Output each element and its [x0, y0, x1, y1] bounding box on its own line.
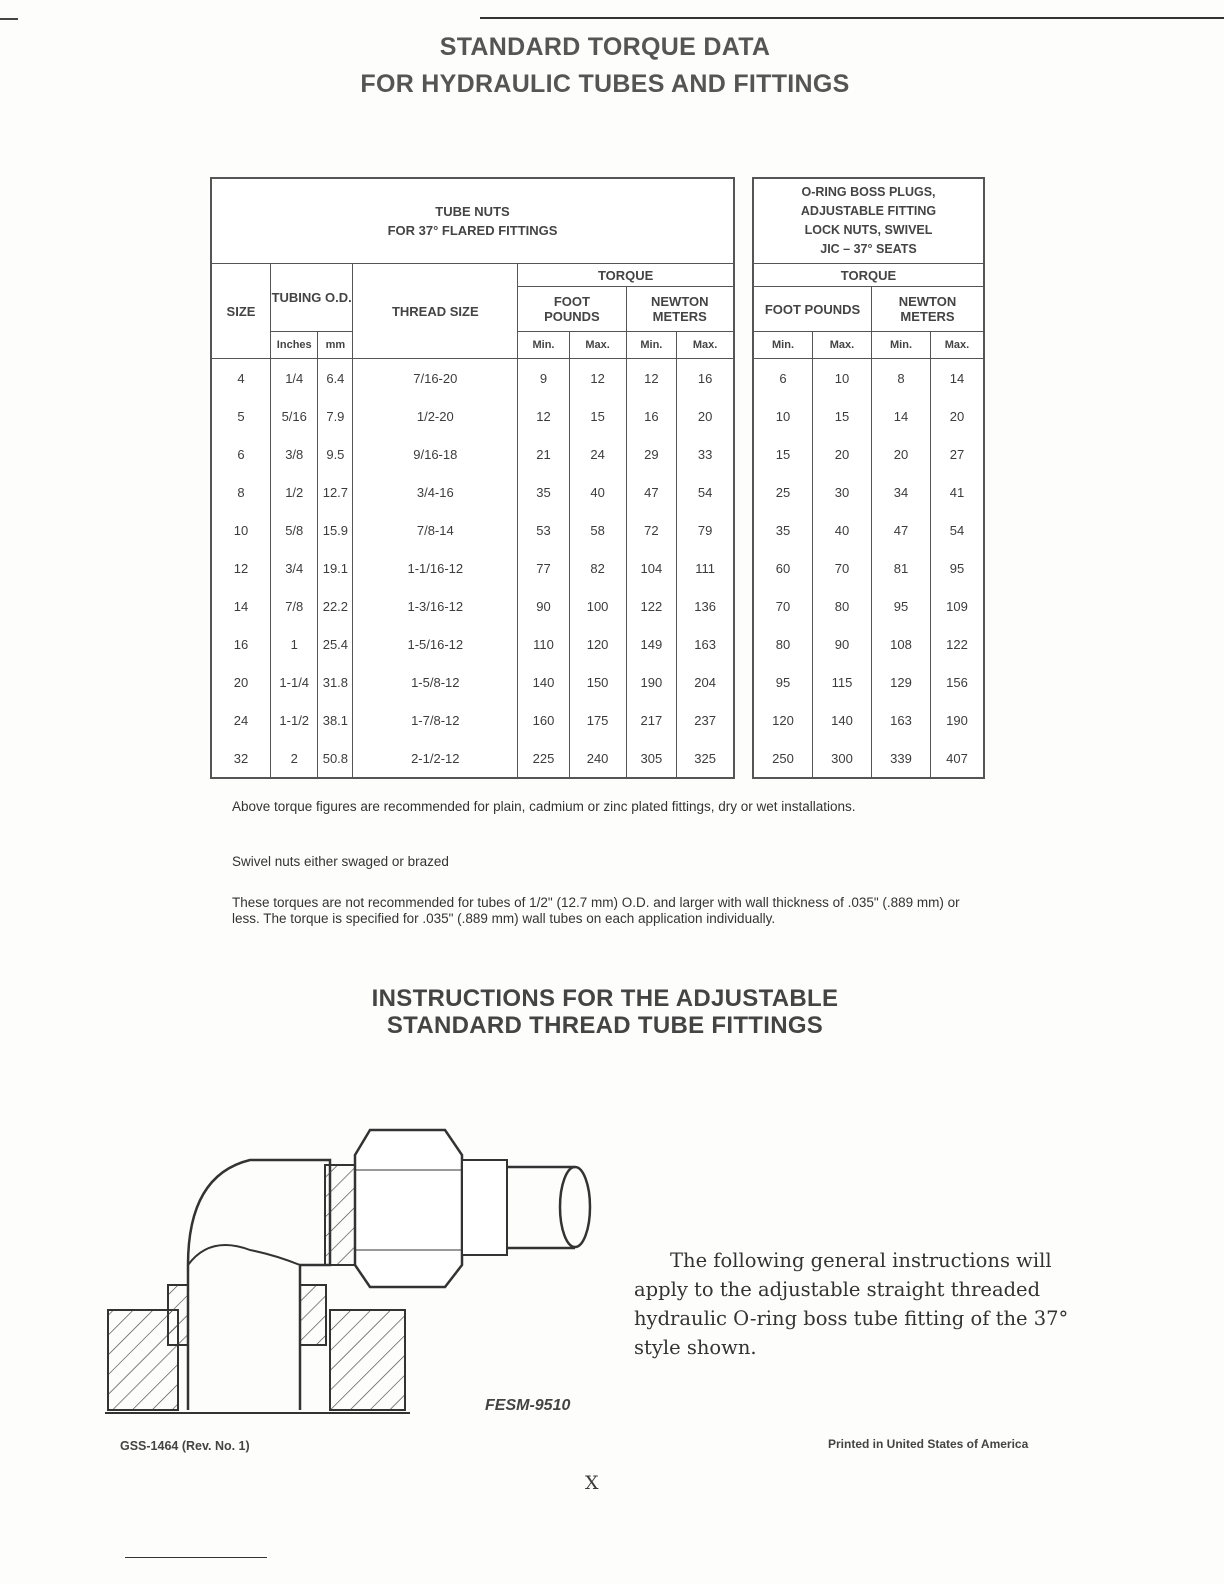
- table-cell: 82: [569, 549, 626, 587]
- table-cell: 15: [753, 435, 813, 473]
- table-cell: 95: [872, 587, 931, 625]
- table-cell: 110: [518, 625, 569, 663]
- table-cell: 1-1/16-12: [353, 549, 518, 587]
- oring-col-newton-meters: NEWTON METERS: [872, 287, 985, 332]
- table-cell: 100: [569, 587, 626, 625]
- table-row: [211, 359, 734, 398]
- table-cell: 20: [677, 397, 734, 435]
- table-cell: 1-5/8-12: [353, 663, 518, 701]
- table-cell: 1/2: [271, 473, 318, 511]
- table-cell: 9/16-18: [353, 435, 518, 473]
- table-cell: 3/4-16: [353, 473, 518, 511]
- printed-in: Printed in United States of America: [828, 1437, 1029, 1451]
- table-cell: 1/2-20: [353, 397, 518, 435]
- table-cell: 40: [569, 473, 626, 511]
- table-cell: 407: [931, 739, 985, 778]
- table-cell: 95: [931, 549, 985, 587]
- col-foot-max: Max.: [569, 332, 626, 359]
- table-row: [211, 511, 734, 549]
- top-rule: [480, 17, 1224, 19]
- table-cell: 163: [872, 701, 931, 739]
- col-foot-min: Min.: [518, 332, 569, 359]
- table-cell: 129: [872, 663, 931, 701]
- table-cell: 80: [753, 625, 813, 663]
- table-cell: 339: [872, 739, 931, 778]
- table-cell: 19.1: [318, 549, 353, 587]
- oring-heading: [753, 178, 984, 264]
- col-foot-pounds: FOOT POUNDS: [518, 287, 626, 332]
- table-cell: 80: [813, 587, 872, 625]
- table-cell: 8: [872, 359, 931, 398]
- table-cell: 47: [626, 473, 677, 511]
- oring-col-foot-pounds: FOOT POUNDS: [753, 287, 872, 332]
- table-cell: 41: [931, 473, 985, 511]
- col-thread-size: THREAD SIZE: [353, 264, 518, 359]
- oring-heading-line: ADJUSTABLE FITTING: [800, 204, 937, 218]
- page-title-line1: STANDARD TORQUE DATA: [439, 33, 771, 61]
- table-row: [753, 663, 984, 701]
- table-cell: 237: [677, 701, 734, 739]
- table-cell: 24: [211, 701, 271, 739]
- table-cell: 1: [271, 625, 318, 663]
- table-cell: 150: [569, 663, 626, 701]
- table-cell: 1-3/16-12: [353, 587, 518, 625]
- form-number: GSS-1464 (Rev. No. 1): [120, 1439, 250, 1453]
- table-cell: 15.9: [318, 511, 353, 549]
- table-cell: 9: [518, 359, 569, 398]
- tube-nuts-heading: TUBE NUTS: [435, 204, 510, 219]
- table-cell: 25: [753, 473, 813, 511]
- table-cell: 14: [211, 587, 271, 625]
- table-cell: 20: [813, 435, 872, 473]
- table-row: [753, 511, 984, 549]
- table-row: [753, 435, 984, 473]
- table-cell: 120: [569, 625, 626, 663]
- col-tubing-od: TUBING O.D.: [271, 264, 353, 332]
- table-cell: 32: [211, 739, 271, 778]
- table-cell: 7/8: [271, 587, 318, 625]
- table-cell: 2: [271, 739, 318, 778]
- table-cell: 10: [813, 359, 872, 398]
- table-cell: 1/4: [271, 359, 318, 398]
- col-newton-meters: NEWTON METERS: [626, 287, 734, 332]
- table-cell: 163: [677, 625, 734, 663]
- table-cell: 4: [211, 359, 271, 398]
- table-cell: 190: [626, 663, 677, 701]
- oring-table: [752, 177, 985, 779]
- tube-nuts-subheading: FOR 37° FLARED FITTINGS: [387, 223, 558, 238]
- table-cell: 14: [931, 359, 985, 398]
- table-cell: 25.4: [318, 625, 353, 663]
- table-row: [211, 663, 734, 701]
- table-cell: 5/8: [271, 511, 318, 549]
- table-cell: 12.7: [318, 473, 353, 511]
- table-cell: 250: [753, 739, 813, 778]
- table-cell: 3/4: [271, 549, 318, 587]
- table-cell: 6: [753, 359, 813, 398]
- table-cell: 53: [518, 511, 569, 549]
- table-cell: 20: [931, 397, 985, 435]
- table-cell: 10: [211, 511, 271, 549]
- figure-label: FESM-9510: [485, 1397, 571, 1414]
- page-title-line2: FOR HYDRAULIC TUBES AND FITTINGS: [360, 70, 850, 98]
- table-cell: 12: [518, 397, 569, 435]
- table-cell: 15: [813, 397, 872, 435]
- table-cell: 20: [872, 435, 931, 473]
- col-torque: TORQUE: [518, 264, 734, 287]
- table-cell: 79: [677, 511, 734, 549]
- footer-rule: [125, 1557, 267, 1558]
- col-newton-min: Min.: [626, 332, 677, 359]
- table-cell: 31.8: [318, 663, 353, 701]
- table-row: [753, 549, 984, 587]
- table-cell: 111: [677, 549, 734, 587]
- table-cell: 109: [931, 587, 985, 625]
- oring-col-newton-min: Min.: [872, 332, 931, 359]
- instructions-body: The following general instructions will apply to the adjustable straight threaded hydraulic O-ring boss tube fitting of the 37° style shown.: [634, 1249, 1069, 1359]
- table-cell: 5/16: [271, 397, 318, 435]
- table-cell: 9.5: [318, 435, 353, 473]
- table-row: [753, 473, 984, 511]
- table-row: [211, 625, 734, 663]
- note-wall-thickness: These torques are not recommended for tubes of 1/2" (12.7 mm) O.D. and larger with wall thickness of .035" (.889 mm) or less. The torque is specified for .035" (.889 mm) wall tubes on each application individually.: [232, 895, 960, 926]
- table-cell: 225: [518, 739, 569, 778]
- table-row: [211, 549, 734, 587]
- table-cell: 58: [569, 511, 626, 549]
- table-cell: 27: [931, 435, 985, 473]
- table-cell: 34: [872, 473, 931, 511]
- table-cell: 47: [872, 511, 931, 549]
- table-row: [211, 435, 734, 473]
- rule-mark: [0, 18, 18, 20]
- table-row: [211, 587, 734, 625]
- table-cell: 72: [626, 511, 677, 549]
- table-cell: 1-5/16-12: [353, 625, 518, 663]
- table-row: [211, 473, 734, 511]
- table-cell: 122: [626, 587, 677, 625]
- table-cell: 15: [569, 397, 626, 435]
- col-newton-max: Max.: [677, 332, 734, 359]
- table-cell: 14: [872, 397, 931, 435]
- table-cell: 104: [626, 549, 677, 587]
- table-cell: 54: [931, 511, 985, 549]
- table-cell: 1-7/8-12: [353, 701, 518, 739]
- table-cell: 325: [677, 739, 734, 778]
- col-inches: Inches: [271, 332, 318, 359]
- table-row: [211, 701, 734, 739]
- table-row: [753, 739, 984, 778]
- oring-heading-line: JIC – 37° SEATS: [820, 242, 917, 256]
- table-cell: 140: [518, 663, 569, 701]
- table-cell: 120: [753, 701, 813, 739]
- oring-col-torque: TORQUE: [753, 264, 984, 287]
- table-cell: 2-1/2-12: [353, 739, 518, 778]
- table-cell: 54: [677, 473, 734, 511]
- fitting-illustration: [100, 1125, 600, 1425]
- table-cell: 300: [813, 739, 872, 778]
- table-row: [753, 701, 984, 739]
- table-cell: 3/8: [271, 435, 318, 473]
- table-cell: 204: [677, 663, 734, 701]
- table-cell: 16: [626, 397, 677, 435]
- oring-heading-line: LOCK NUTS, SWIVEL: [804, 223, 933, 237]
- table-cell: 60: [753, 549, 813, 587]
- table-cell: 40: [813, 511, 872, 549]
- table-cell: 156: [931, 663, 985, 701]
- table-cell: 140: [813, 701, 872, 739]
- oring-col-newton-max: Max.: [931, 332, 985, 359]
- oring-col-foot-min: Min.: [753, 332, 813, 359]
- table-cell: 81: [872, 549, 931, 587]
- table-cell: 29: [626, 435, 677, 473]
- table-row: [211, 739, 734, 778]
- table-row: [753, 397, 984, 435]
- oring-heading-line: O-RING BOSS PLUGS,: [801, 185, 936, 199]
- table-cell: 35: [753, 511, 813, 549]
- table-cell: 16: [677, 359, 734, 398]
- table-row: [753, 587, 984, 625]
- page-number: X: [585, 1472, 599, 1494]
- table-cell: 1-1/4: [271, 663, 318, 701]
- table-cell: 108: [872, 625, 931, 663]
- instructions-title-line2: STANDARD THREAD TUBE FITTINGS: [386, 1012, 824, 1039]
- table-cell: 240: [569, 739, 626, 778]
- table-cell: 30: [813, 473, 872, 511]
- table-cell: 149: [626, 625, 677, 663]
- table-cell: 8: [211, 473, 271, 511]
- table-cell: 160: [518, 701, 569, 739]
- table-cell: 217: [626, 701, 677, 739]
- col-size: SIZE: [211, 264, 271, 359]
- table-cell: 95: [753, 663, 813, 701]
- table-cell: 136: [677, 587, 734, 625]
- table-cell: 6.4: [318, 359, 353, 398]
- table-cell: 122: [931, 625, 985, 663]
- note-plated-fittings: Above torque figures are recommended for plain, cadmium or zinc plated fittings, dry or wet installations.: [232, 799, 856, 814]
- table-row: [753, 359, 984, 398]
- table-cell: 6: [211, 435, 271, 473]
- table-cell: 10: [753, 397, 813, 435]
- table-cell: 12: [626, 359, 677, 398]
- table-cell: 305: [626, 739, 677, 778]
- table-cell: 7/16-20: [353, 359, 518, 398]
- table-row: [211, 397, 734, 435]
- table-cell: 70: [813, 549, 872, 587]
- table-cell: 7/8-14: [353, 511, 518, 549]
- table-cell: 90: [518, 587, 569, 625]
- table-cell: 90: [813, 625, 872, 663]
- table-row: [753, 625, 984, 663]
- table-cell: 5: [211, 397, 271, 435]
- table-cell: 16: [211, 625, 271, 663]
- table-cell: 12: [211, 549, 271, 587]
- table-cell: 38.1: [318, 701, 353, 739]
- table-cell: 175: [569, 701, 626, 739]
- table-cell: 22.2: [318, 587, 353, 625]
- table-cell: 21: [518, 435, 569, 473]
- table-cell: 24: [569, 435, 626, 473]
- table-cell: 115: [813, 663, 872, 701]
- table-cell: 50.8: [318, 739, 353, 778]
- table-cell: 12: [569, 359, 626, 398]
- table-cell: 70: [753, 587, 813, 625]
- table-cell: 77: [518, 549, 569, 587]
- col-mm: mm: [318, 332, 353, 359]
- table-cell: 33: [677, 435, 734, 473]
- table-cell: 7.9: [318, 397, 353, 435]
- table-cell: 20: [211, 663, 271, 701]
- tube-nuts-table: [210, 177, 735, 779]
- instructions-title-line1: INSTRUCTIONS FOR THE ADJUSTABLE: [371, 985, 839, 1012]
- table-cell: 190: [931, 701, 985, 739]
- oring-col-foot-max: Max.: [813, 332, 872, 359]
- table-cell: 1-1/2: [271, 701, 318, 739]
- table-cell: 35: [518, 473, 569, 511]
- note-swivel-nuts: Swivel nuts either swaged or brazed: [232, 854, 449, 869]
